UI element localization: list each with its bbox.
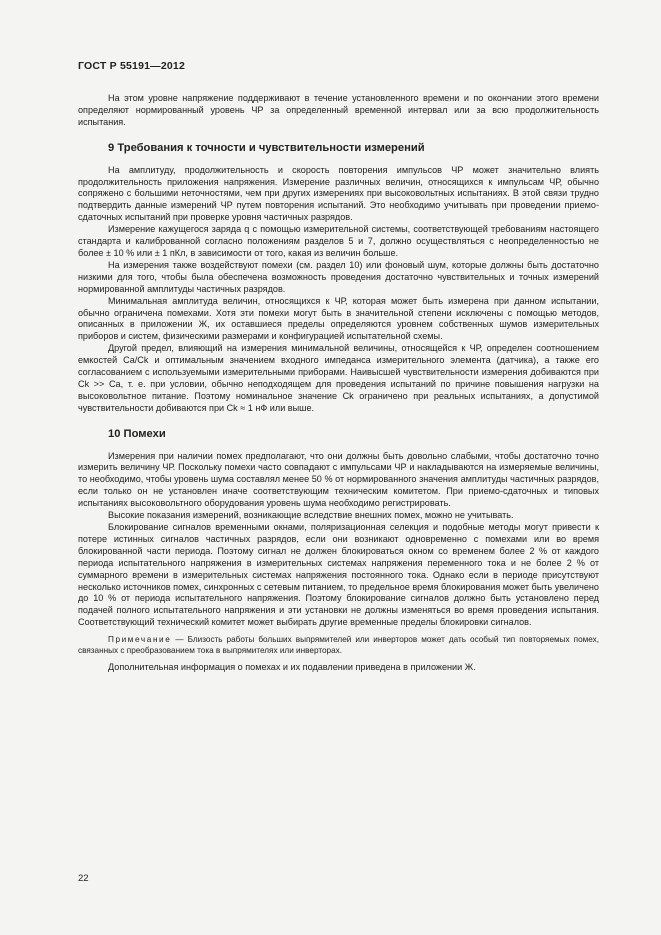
page-number: 22 <box>78 873 89 884</box>
note <box>78 634 599 656</box>
note-label: Примечание <box>108 635 172 645</box>
s10-paragraph-3: Блокирование сигналов временными окнами, поляризационная селекция и подобные методы могут привести к потере истинных сигналов частичных разрядов, если они возникают одновременно с помехами или во время блокированной части периода. Поэтому сигнал не должен блокироваться окном со временем более 2 % от каждого периода испытательного напряжения в измерительных системах напряжения переменного тока и не более 2 % от суммарного времени в измерительных системах напряжения постоянного тока. Однако если в периоде присутствуют несколько источников помех, синхронных с сетевым питанием, то предельное время блокирования может быть увеличено до 10 % от периода испытательного напряжения. Поэтому блокирование сигналов должно быть установлено перед подачей полного испытательного напряжения и эти установки не должны изменяться во время проведения испытания. Соответствующий технический комитет может выбирать другие временные пределы блокировки сигналов. <box>78 522 599 628</box>
s10-tail-paragraph: Дополнительная информация о помехах и их подавлении приведена в приложении Ж. <box>108 662 476 673</box>
intro-paragraph: На этом уровне напряжение поддерживают в течение установленного времени и по окончании этого времени определяют нормированный уровень ЧР за определенный временной интервал или за всю продолжительность испытания. <box>78 93 599 127</box>
s9-paragraph-5: Другой предел, влияющий на измерения минимальной величины, относящейся к ЧР, определен соотношением емкостей Ca/Ck и оптимальным значением входного импеданса измерительного элемента (датчика), а также его согласованием с используемыми измерительными приборами. Наивысшей чувствительности измерения добиваются при Ck >> Ca, т. е. при условии, обычно неподходящем для проведения испытаний по причине повышения нагрузки на высоковольтное питание. Поэтому номинальное значение Ck ограничено при реальных испытаниях, а допустимой чувствительности добиваются при Ck ≈ 1 нФ или выше. <box>78 343 599 413</box>
s10-paragraph-2: Высокие показания измерений, возникающие вследствие внешних помех, можно не учитывать. <box>108 510 514 521</box>
note-text: — Близость работы больших выпрямителей или инверторов может дать особый тип повторяемых помех, связанных с преобразованием тока в выпрямителях или инверторах. <box>78 635 599 656</box>
s9-paragraph-4: Минимальная амплитуда величин, относящихся к ЧР, которая может быть измерена при данном испытании, обычно ограничена помехами. Хотя эти помехи могут быть в значительной степени исключены с помощью методов, описанных в приложении Ж, их оставшиеся пределы определяются уровнем собственных шумов измерительных приборов и систем, физическими размерами и конфигурацией испытательной схемы. <box>78 295 599 342</box>
s9-paragraph-1: На амплитуду, продолжительность и скорость повторения импульсов ЧР может значительно влиять продолжительность приложения напряжения. Измерение различных величин, относящихся к импульсам ЧР, обычно сопряжено с большими неточностями, чем при других измерениях при высоковольтных испытаниях. В этой связи трудно подтвердить данные измерений ЧР путем повторения испытаний. Это необходимо учитывать при проведении приемо-сдаточных испытаний при проверке уровня частичных разрядов. <box>78 164 599 223</box>
s9-paragraph-3: На измерения также воздействуют помехи (см. раздел 10) или фоновый шум, которые должны быть достаточно низкими для того, чтобы была обеспечена возможность проведения достаточно чувствительных и точных измерений нормированной амплитуды частичных разрядов. <box>78 259 599 294</box>
section-10-heading: 10 Помехи <box>108 427 166 440</box>
document-header: ГОСТ Р 55191—2012 <box>78 60 186 72</box>
section-9-heading: 9 Требования к точности и чувствительности измерений <box>108 141 425 154</box>
document-body <box>78 93 599 674</box>
s10-paragraph-1: Измерения при наличии помех предполагают, что они должны быть довольно слабыми, чтобы достаточно точно измерить величину ЧР. Поскольку помехи часто совпадают с импульсами ЧР и накладываются на измеряемые величины, то необходимо, чтобы уровень шума составлял менее 50 % от нормированного значения амплитуды частичных разрядов, если только он не установлен иначе соответствующим техническим комитетом. При приемо-сдаточных и типовых испытаниях высоковольтного оборудования уровень шума необходимо регистрировать. <box>78 450 599 509</box>
s9-paragraph-2: Измерение кажущегося заряда q с помощью измерительной системы, соответствующей требованиям настоящего стандарта и калиброванной согласно положениям разделов 5 и 7, должно осуществляться с неопределенностью не более ± 10 % или ± 1 пКл, в зависимости от того, какая из величин больше. <box>78 224 599 258</box>
